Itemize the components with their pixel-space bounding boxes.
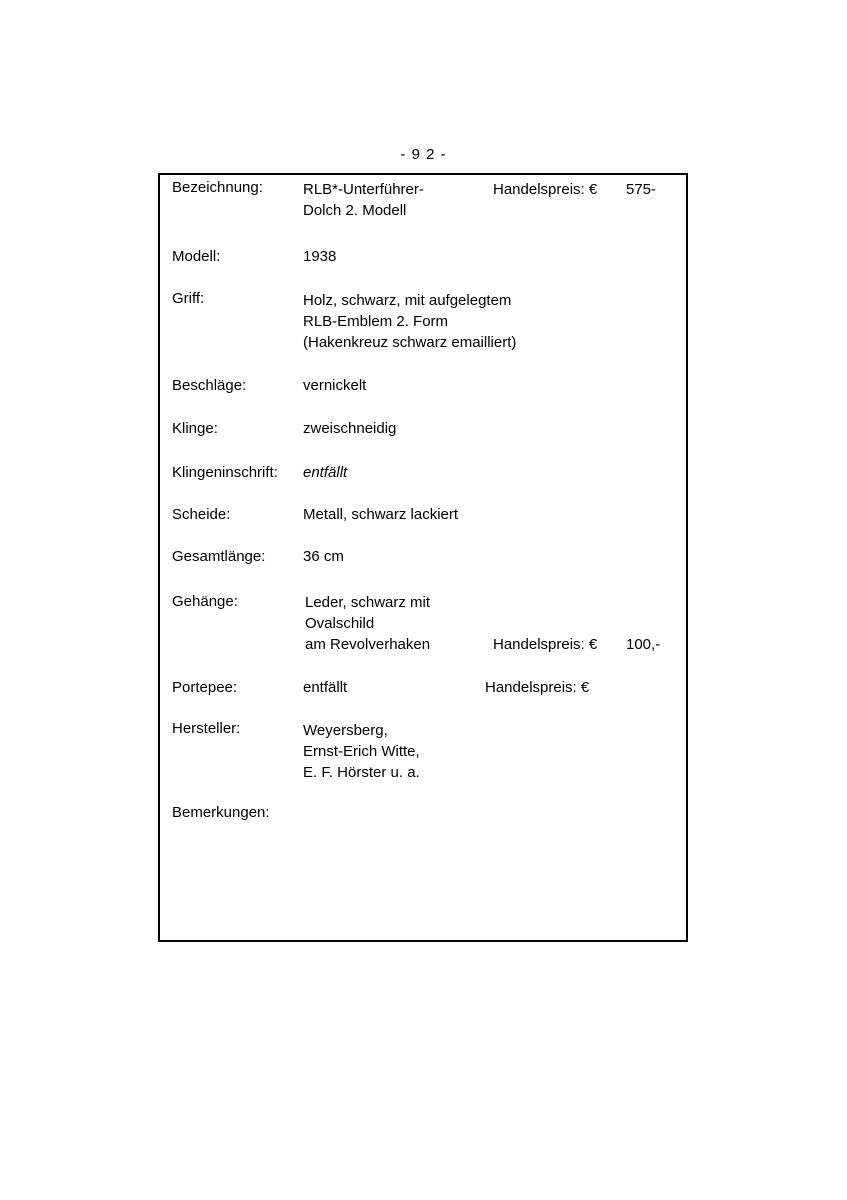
hersteller-value: Weyersberg, Ernst-Erich Witte, E. F. Hörster u. a. — [303, 722, 420, 781]
page-number: - 9 2 - — [400, 146, 447, 163]
gehaenge-value: Leder, schwarz mit Ovalschild am Revolverhaken — [305, 594, 431, 653]
griff-label: Griff: — [172, 290, 205, 307]
beschlaege-value: vernickelt — [303, 377, 367, 394]
klingeninschrift-label: Klingeninschrift: — [172, 464, 278, 481]
bezeichnung-value: RLB*-Unterführer- Dolch 2. Modell — [303, 181, 424, 219]
scheide-value: Metall, schwarz lackiert — [303, 506, 459, 523]
catalog-card — [158, 173, 688, 942]
gehaenge-label: Gehänge: — [172, 593, 238, 610]
bezeichnung-label: Bezeichnung: — [172, 179, 263, 196]
portepee-value: entfällt — [303, 679, 348, 696]
scheide-label: Scheide: — [172, 506, 231, 523]
klinge-value: zweischneidig — [303, 420, 397, 437]
portepee-price-label: Handelspreis: € — [485, 679, 590, 696]
klinge-label: Klinge: — [172, 420, 218, 437]
beschlaege-label: Beschläge: — [172, 377, 247, 394]
modell-value: 1938 — [303, 248, 337, 265]
portepee-label: Portepee: — [172, 679, 238, 696]
gehaenge-price-label: Handelspreis: € — [493, 636, 598, 653]
bezeichnung-price-value: 575- — [626, 181, 657, 198]
bezeichnung-price-label: Handelspreis: € — [493, 181, 598, 198]
gesamtlaenge-value: 36 cm — [303, 548, 344, 565]
bemerkungen-label: Bemerkungen: — [172, 804, 270, 821]
modell-label: Modell: — [172, 248, 221, 265]
hersteller-label: Hersteller: — [172, 720, 241, 737]
gehaenge-price-value: 100,- — [626, 636, 661, 653]
klingeninschrift-value: entfällt — [303, 464, 348, 481]
griff-value: Holz, schwarz, mit aufgelegtem RLB-Emblem 2. Form (Hakenkreuz schwarz emailliert) — [303, 292, 517, 351]
gesamtlaenge-label: Gesamtlänge: — [172, 548, 266, 565]
